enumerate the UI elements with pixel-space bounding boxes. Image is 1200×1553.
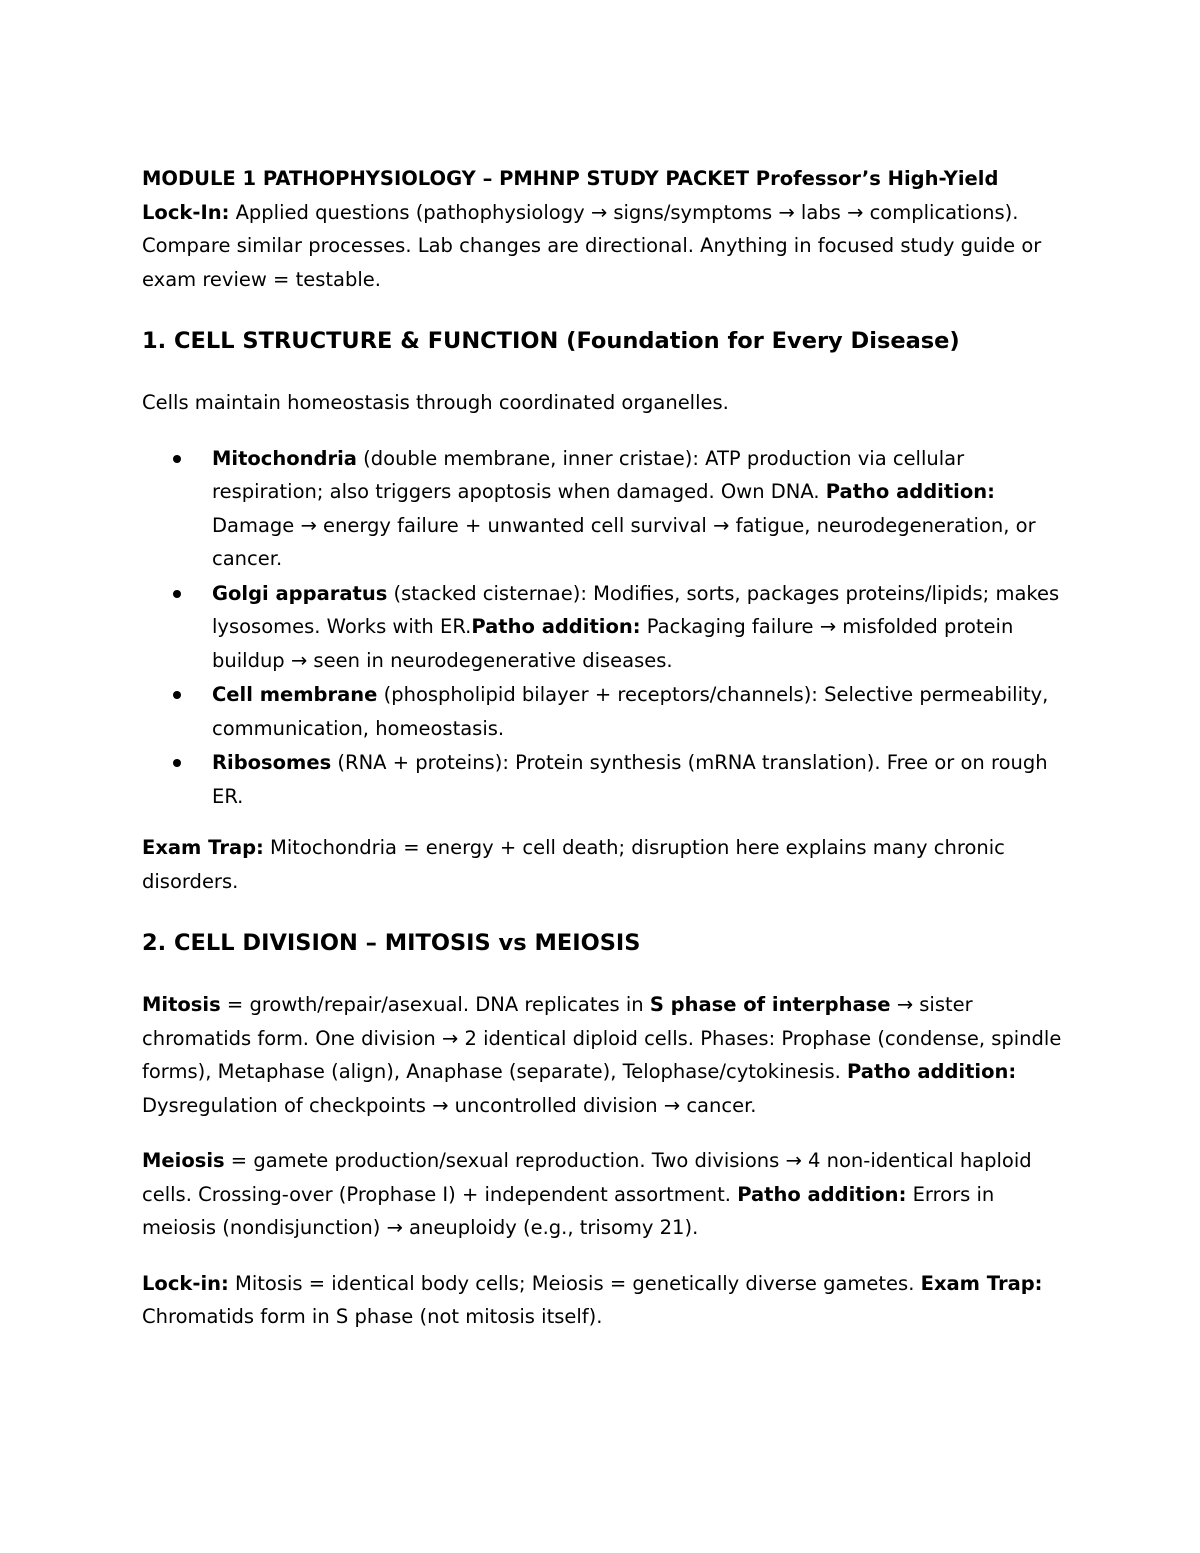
exam-trap-label: Exam Trap:: [920, 1271, 1043, 1295]
patho-text: Errors in meiosis (nondisjunction) → aneuploidy (e.g., trisomy 21).: [142, 1182, 995, 1239]
meiosis-paragraph: [142, 1144, 1062, 1245]
lockin-label: Lock-in:: [142, 1271, 229, 1295]
list-item-golgi: [212, 577, 1062, 678]
bullet-icon: [173, 759, 181, 767]
lockin-paragraph: [142, 1267, 1062, 1334]
patho-text: Packaging failure → misfolded protein buildup → seen in neurodegenerative diseases.: [212, 615, 1014, 672]
term-ribosomes: Ribosomes: [212, 751, 332, 774]
meiosis-text: = gamete production/sexual reproduction. Two divisions → 4 non-identical haploid cells. Crossing-over (Prophase I) + independent assortment.: [142, 1149, 1032, 1206]
patho-label: Patho addition:: [825, 480, 995, 503]
intro-title: MODULE 1 PATHOPHYSIOLOGY – PMHNP STUDY PACKET Professor’s High-Yield Lock-In:: [142, 167, 999, 224]
bullet-icon: [173, 455, 181, 463]
item-text: (phospholipid bilayer + receptors/channels): Selective permeability, communication, homeostasis.: [212, 683, 1049, 740]
exam-trap-1: [142, 831, 1062, 898]
mitosis-paragraph: [142, 988, 1062, 1122]
term-cell-membrane: Cell membrane: [212, 683, 378, 706]
mitosis-text-1: = growth/repair/asexual. DNA replicates in: [220, 993, 650, 1016]
exam-trap-label: Exam Trap:: [142, 836, 264, 859]
exam-trap-text: Chromatids form in S phase (not mitosis itself).: [142, 1305, 603, 1328]
intro-text: Applied questions (pathophysiology → signs/symptoms → labs → complications). Compare similar processes. Lab changes are directional. Anything in focused study guide or exam review = testable.: [142, 200, 1042, 291]
section1-lead: Cells maintain homeostasis through coordinated organelles.: [142, 391, 729, 414]
bullet-icon: [173, 691, 181, 699]
patho-text: Dysregulation of checkpoints → uncontrolled division → cancer.: [142, 1093, 757, 1117]
term-mitosis: Mitosis: [142, 993, 221, 1016]
section2-heading: 2. CELL DIVISION – MITOSIS vs MEIOSIS: [142, 930, 641, 956]
patho-text: Damage → energy failure + unwanted cell survival → fatigue, neurodegeneration, or cancer.: [212, 513, 1036, 570]
term-mitochondria: Mitochondria: [212, 446, 357, 470]
item-text: (double membrane, inner cristae): ATP production via cellular respiration; also triggers apoptosis when damaged. Own DNA.: [212, 446, 965, 503]
item-text: (stacked cisternae): Modifies, sorts, packages proteins/lipids; makes lysosomes. Works with ER.: [212, 581, 1060, 638]
patho-label: Patho addition:: [471, 615, 641, 638]
patho-label: Patho addition:: [737, 1182, 907, 1206]
intro-paragraph: [142, 162, 1062, 296]
list-item-cell-membrane: [212, 678, 1062, 745]
section1-heading: 1. CELL STRUCTURE & FUNCTION (Foundation for Every Disease): [142, 328, 960, 354]
document-page: [142, 162, 1062, 1334]
s-phase-term: S phase of interphase: [649, 993, 891, 1016]
item-text: (RNA + proteins): Protein synthesis (mRNA translation). Free or on rough ER.: [212, 751, 1048, 808]
list-item-mitochondria: [212, 442, 1062, 576]
organelle-list: [142, 442, 1062, 814]
lockin-text: Mitosis = identical body cells; Meiosis = genetically diverse gametes.: [228, 1271, 921, 1295]
term-golgi: Golgi apparatus: [212, 581, 388, 605]
mitosis-text-2: → sister chromatids form. One division → 2 identical diploid cells. Phases: Prophase (condense, spindle forms), Metaphase (align), Anaphase (separate), Telophase/cytokinesis.: [142, 993, 1062, 1083]
list-item-ribosomes: [212, 746, 1062, 813]
term-meiosis: Meiosis: [142, 1149, 225, 1172]
exam-trap-text: Mitochondria = energy + cell death; disruption here explains many chronic disorders.: [142, 836, 1005, 893]
bullet-icon: [173, 590, 181, 598]
patho-label: Patho addition:: [847, 1060, 1017, 1083]
